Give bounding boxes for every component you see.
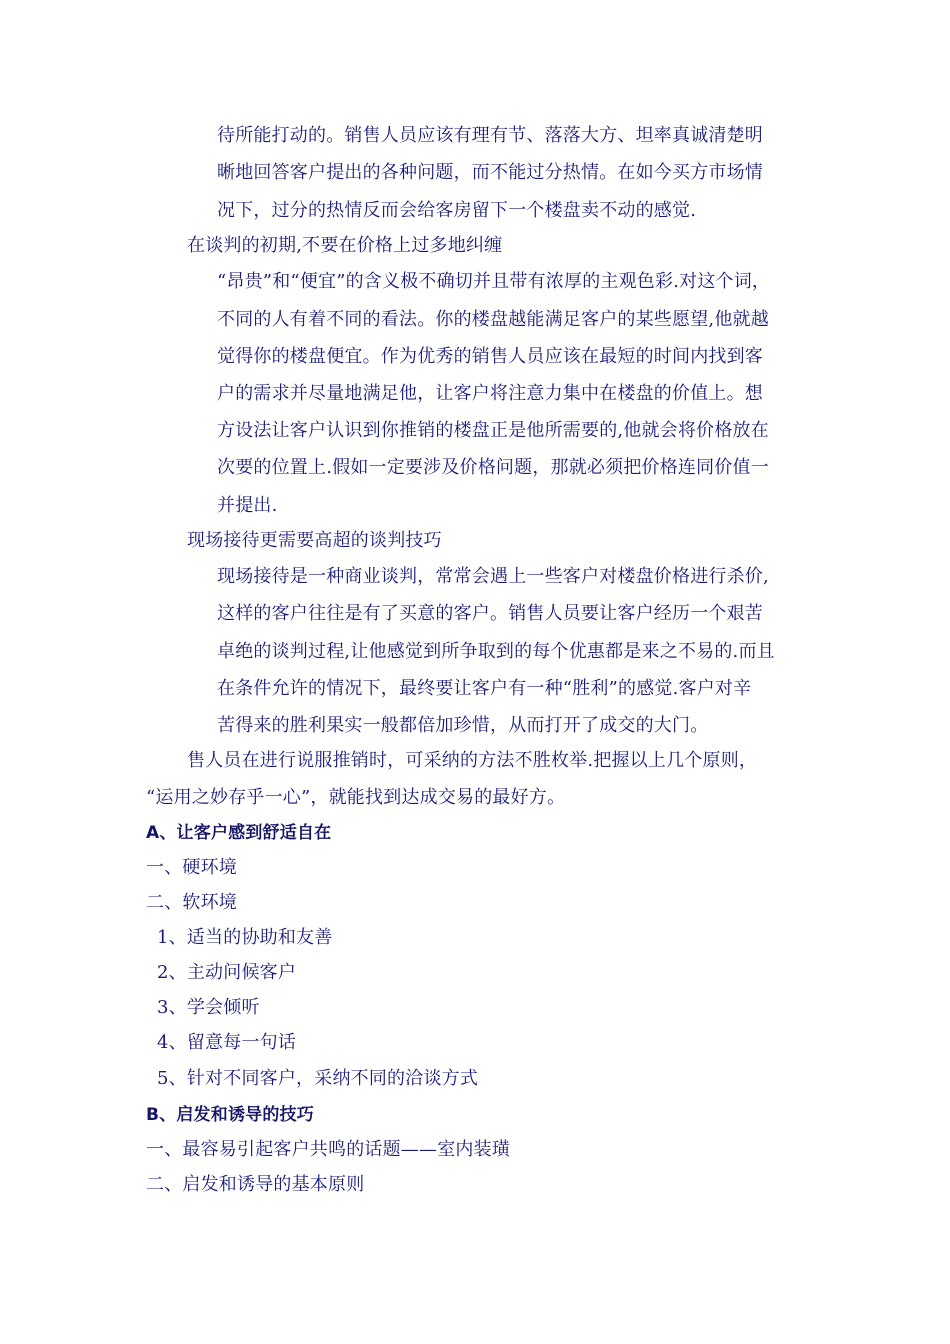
paragraph-line: 不同的人有着不同的看法。你的楼盘越能满足客户的某些愿望,他就越 xyxy=(217,309,769,330)
subheading: 现场接待更需要高超的谈判技巧 xyxy=(187,530,442,551)
paragraph-line: “昂贵”和“便宜”的含义极不确切并且带有浓厚的主观色彩.对这个词， xyxy=(217,271,771,292)
paragraph-line: 况下，过分的热情反而会给客房留下一个楼盘卖不动的感觉. xyxy=(217,200,697,221)
paragraph-line: 现场接待是一种商业谈判，常常会遇上一些客户对楼盘价格进行杀价, xyxy=(217,566,769,587)
paragraph-line: 苦得来的胜利果实一般都倍加珍惜，从而打开了成交的大门。 xyxy=(217,715,709,736)
sub-list-item: 2、主动问候客户 xyxy=(157,962,297,983)
paragraph-line: 户的需求并尽量地满足他，让客户将注意力集中在楼盘的价值上。想 xyxy=(217,383,763,404)
sub-list-item: 5、针对不同客户，采纳不同的洽谈方式 xyxy=(157,1068,479,1089)
list-item: 二、软环境 xyxy=(146,892,237,913)
paragraph-line: 觉得你的楼盘便宜。作为优秀的销售人员应该在最短的时间内找到客 xyxy=(217,346,763,367)
summary-line: “运用之妙存乎一心”，就能找到达成交易的最好方。 xyxy=(146,787,566,808)
paragraph-line: 晰地回答客户提出的各种问题，而不能过分热情。在如今买方市场情 xyxy=(217,162,763,183)
paragraph-line: 在条件允许的情况下，最终要让客户有一种“胜利”的感觉.客户对辛 xyxy=(217,678,752,699)
summary-line: 售人员在进行说服推销时，可采纳的方法不胜枚举.把握以上几个原则， xyxy=(187,750,758,771)
list-item: 一、硬环境 xyxy=(146,857,237,878)
paragraph-line: 待所能打动的。销售人员应该有理有节、落落大方、坦率真诚清楚明 xyxy=(217,125,763,146)
list-item: 二、启发和诱导的基本原则 xyxy=(146,1174,365,1195)
paragraph-line: 方设法让客户认识到你推销的楼盘正是他所需要的,他就会将价格放在 xyxy=(217,420,769,441)
sub-list-item: 4、留意每一句话 xyxy=(157,1032,297,1053)
paragraph-line: 并提出. xyxy=(217,495,278,516)
section-a-title: A、让客户感到舒适自在 xyxy=(146,823,332,843)
sub-list-item: 1、适当的协助和友善 xyxy=(157,927,333,948)
section-b-title: B、启发和诱导的技巧 xyxy=(146,1105,314,1125)
paragraph-line: 次要的位置上.假如一定要涉及价格问题，那就必须把价格连同价值一 xyxy=(217,457,769,478)
paragraph-line: 这样的客户往往是有了买意的客户。销售人员要让客户经历一个艰苦 xyxy=(217,603,763,624)
sub-list-item: 3、学会倾听 xyxy=(157,997,260,1018)
list-item: 一、最容易引起客户共鸣的话题——室内装璜 xyxy=(146,1139,510,1160)
paragraph-line: 卓绝的谈判过程,让他感觉到所争取到的每个优惠都是来之不易的.而且 xyxy=(217,641,775,662)
subheading: 在谈判的初期,不要在价格上过多地纠缠 xyxy=(187,235,503,256)
